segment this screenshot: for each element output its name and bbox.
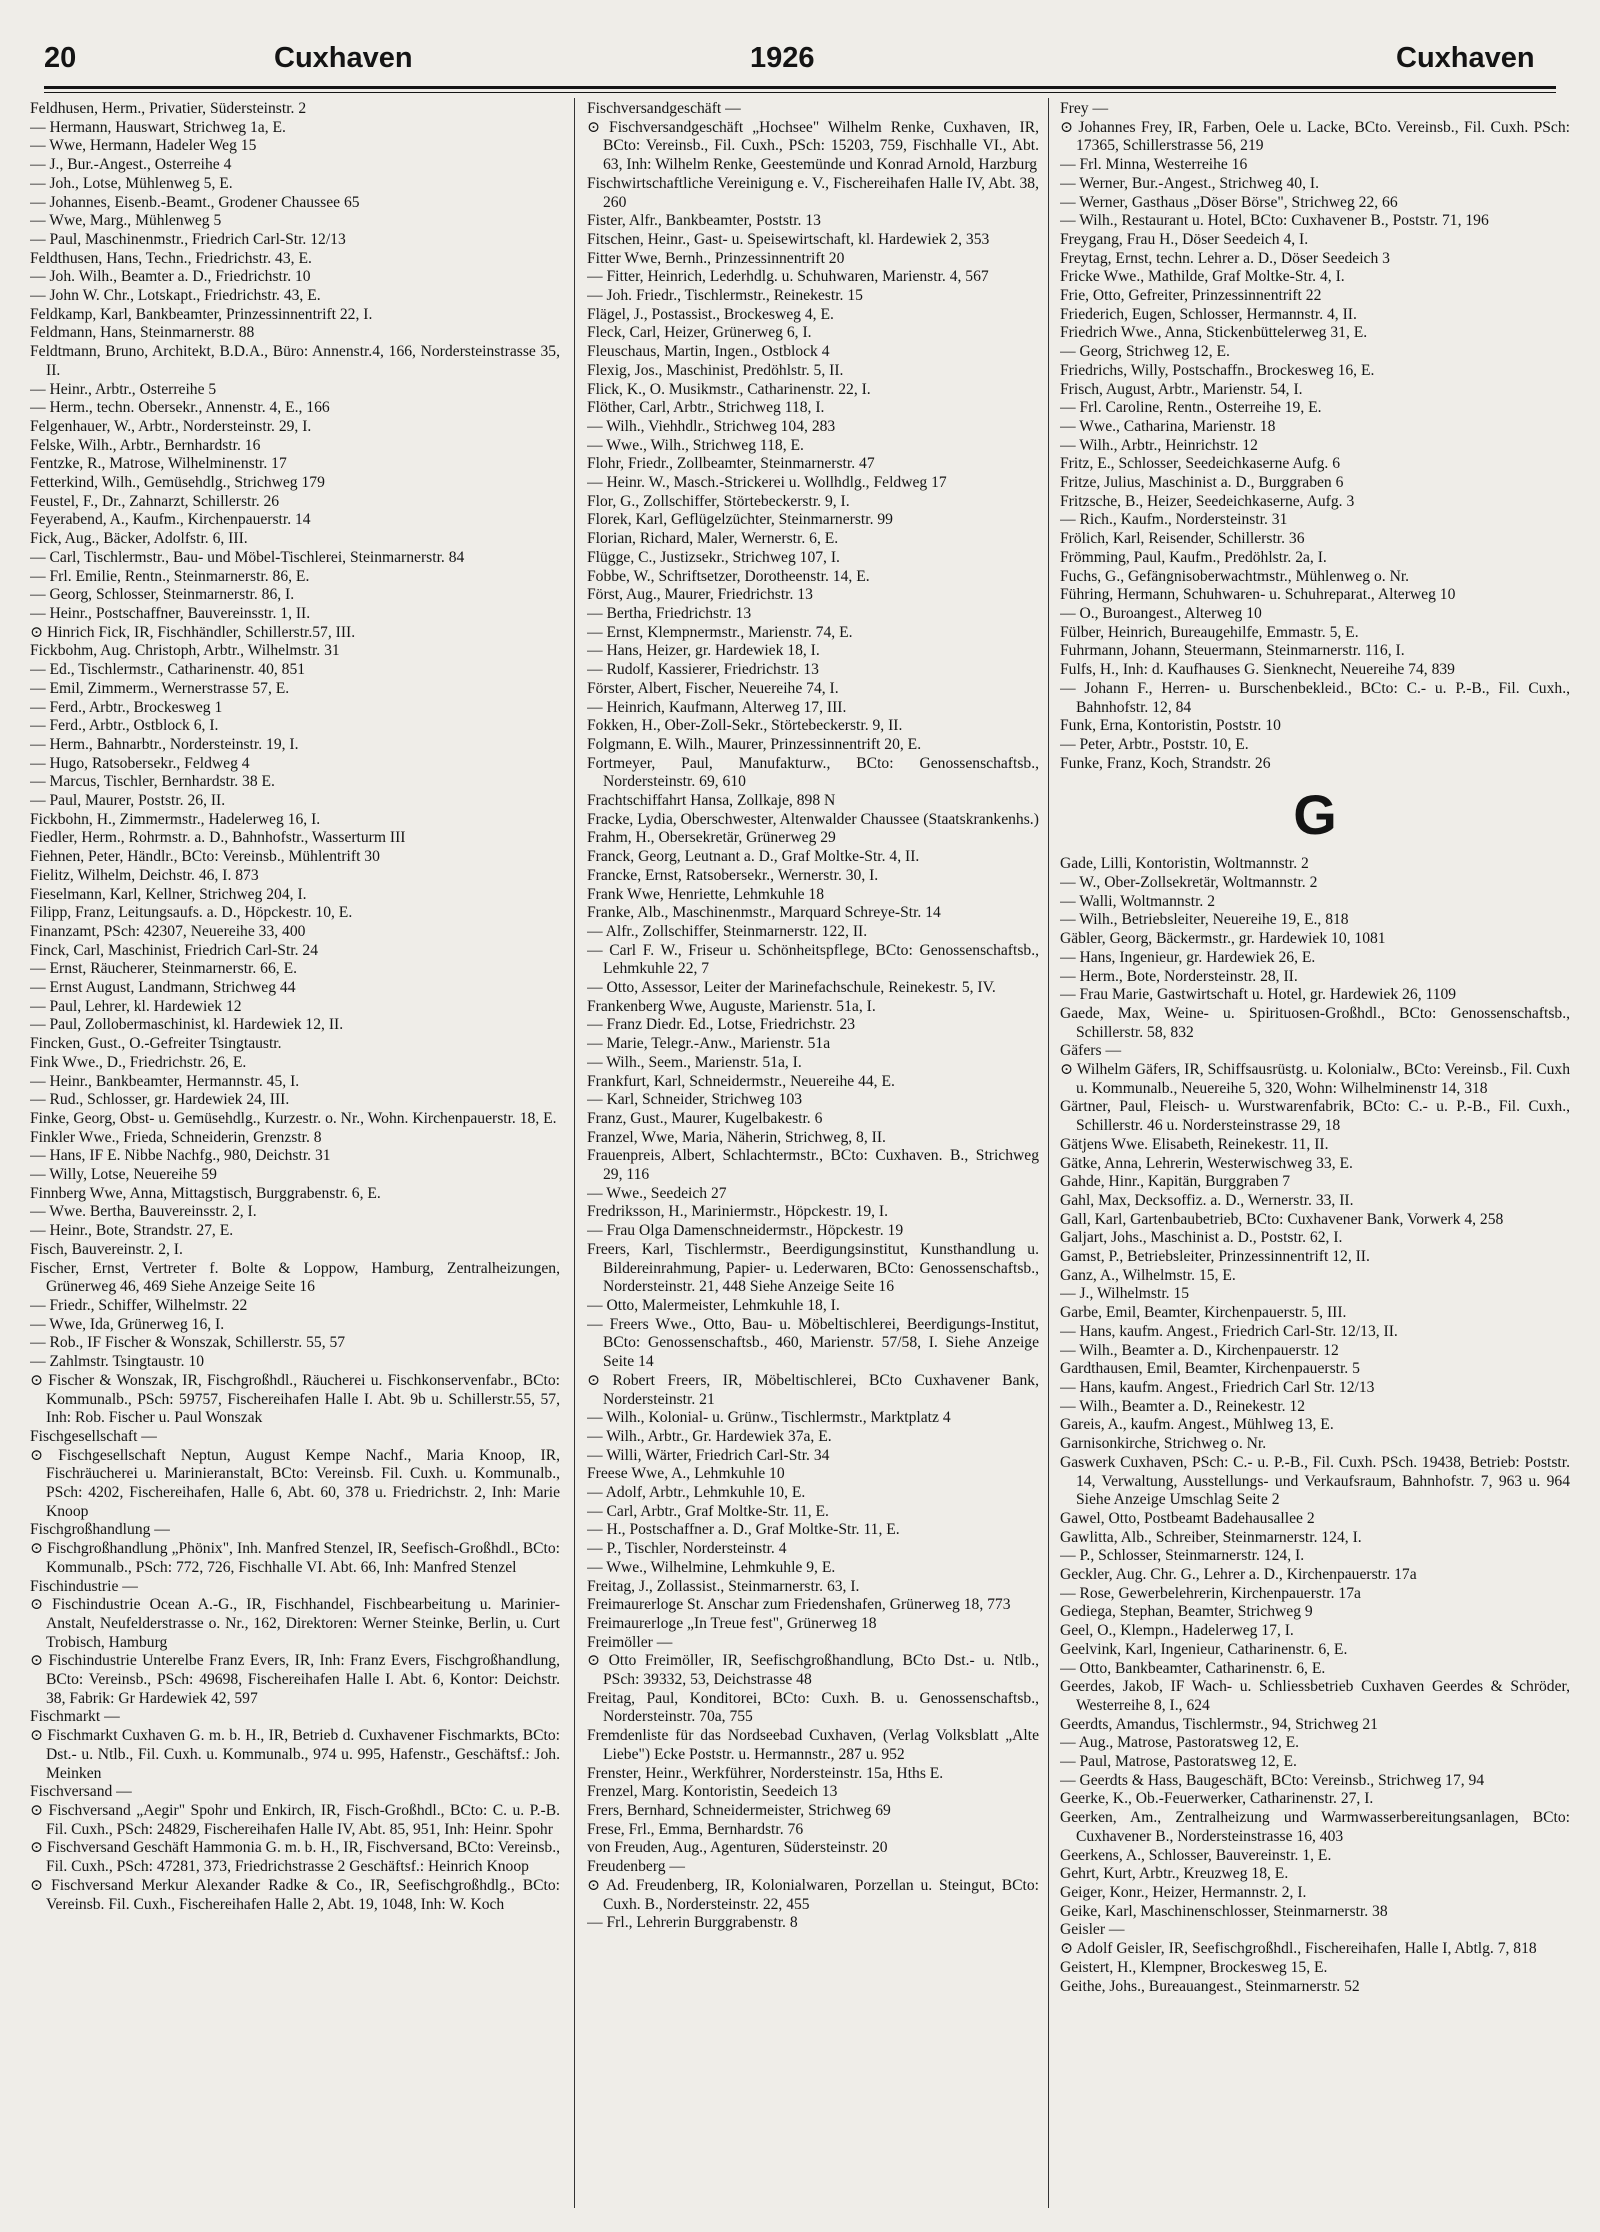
directory-entry: — Hans, Ingenieur, gr. Hardewiek 26, E. [1060,948,1316,966]
column-divider [1048,98,1049,2208]
directory-entry: — Wilh., Betriebsleiter, Neuereihe 19, E., 818 [1060,911,1349,929]
directory-entry: Geerke, K., Ob.-Feuerwerker, Catharinenstr. 27, I. [1060,1790,1374,1808]
directory-entry: Finnberg Wwe, Anna, Mittagstisch, Burggrabenstr. 6, E. [30,1184,381,1202]
directory-entry: Freimaurerloge „In Treue fest", Grünerweg 18 [587,1614,877,1632]
directory-entry: Fickbohm, Aug. Christoph, Arbtr., Wilhelmstr. 31 [30,642,340,660]
directory-entry: ⊙ Fischer & Wonszak, IR, Fischgroßhdl., Räucherei u. Fischkonservenfabr., BCto: Kommunalb., PSch: 59757, Fischereihafen Halle I. Abt. 9b u. Schillerstr.55, 57, Inh: Rob. Fischer u. Paul Wonszak [30,1371,560,1427]
directory-entry: Fricke Wwe., Mathilde, Graf Moltke-Str. 4, I. [1060,268,1345,286]
directory-entry: Fickbohn, H., Zimmermstr., Hadelerweg 16, I. [30,810,321,828]
directory-entry: ⊙ Wilhelm Gäfers, IR, Schiffsausrüstg. u. Kolonialw., BCto: Vereinsb., Fil. Cuxh u. Kommunalb., Neuereihe 5, 320, Wohn: Wilhelminenstr 14, 318 [1060,1061,1570,1097]
directory-entry: Felgenhauer, W., Arbtr., Nordersteinstr. 29, I. [30,417,312,435]
directory-entry: Feustel, F., Dr., Zahnarzt, Schillerstr. 26 [30,492,280,510]
directory-entry: Feyerabend, A., Kaufm., Kirchenpauerstr. 14 [30,511,311,529]
directory-entry: ⊙ Fischversand Geschäft Hammonia G. m. b. H., IR, Fischversand, BCto: Vereinsb., Fil. Cuxh., PSch: 47281, 373, Friedrichstrasse 2 Geschäftsf.: Heinrich Knoop [30,1839,560,1876]
directory-entry: Gehrt, Kurt, Arbtr., Kreuzweg 18, E. [1060,1865,1289,1883]
directory-entry: Fielitz, Wilhelm, Deichstr. 46, I. 873 [30,866,259,884]
directory-entry: Geike, Karl, Maschinenschlosser, Steinmarnerstr. 38 [1060,1902,1388,1920]
directory-entry: Geelvink, Karl, Ingenieur, Catharinenstr. 6, E. [1060,1640,1348,1658]
directory-entry: — Aug., Matrose, Pastoratsweg 12, E. [1060,1734,1300,1752]
directory-entry: Freytag, Ernst, techn. Lehrer a. D., Döser Seedeich 3 [1060,249,1390,267]
directory-entry: — Herm., Bote, Nordersteinstr. 28, II. [1060,967,1298,985]
directory-entry: — Marcus, Tischler, Bernhardstr. 38 E. [30,773,275,791]
directory-entry: ⊙ Fischindustrie Unterelbe Franz Evers, IR, Inh: Franz Evers, Fischgroßhandlung, BCto: Vereinsb., PSch: 49698, Fischereihafen Halle I. Abt. 6, Kontor: Deichstr. 38, Fabrik: Gr Hardewiek 42, 597 [30,1652,560,1707]
directory-entry: ⊙ Fischversand „Aegir" Spohr und Enkirch, IR, Fisch-Großhdl., BCto: C. u. P.-B. Fil. Cuxh., PSch: 24829, Fischereihafen Halle IV, Abt. 85, 951, Inh: Heinr. Spohr [30,1801,560,1838]
directory-entry: ⊙ Otto Freimöller, IR, Seefischgroßhandlung, BCto Dst.- u. Ntlb., PSch: 39332, 53, Deichstrasse 48 [587,1652,1039,1689]
directory-entry: Flägel, J., Postassist., Brockesweg 4, E. [587,305,834,323]
directory-entry: — Heinr. W., Masch.-Strickerei u. Wollhdlg., Feldweg 17 [587,474,947,492]
directory-entry: Frese, Frl., Emma, Bernhardstr. 76 [587,1820,804,1838]
directory-entry: — Geerdts & Hass, Baugeschäft, BCto: Vereinsb., Strichweg 17, 94 [1060,1771,1485,1789]
directory-entry: Fortmeyer, Paul, Manufakturw., BCto: Genossenschaftsb., Nordersteinstr. 69, 610 [587,754,1039,791]
directory-entry: Fischversandgeschäft — [587,100,741,117]
directory-entry: — Willy, Lotse, Neuereihe 59 [30,1166,217,1184]
directory-entry: Fincken, Gust., O.-Gefreiter Tsingtaustr. [30,1035,282,1053]
directory-entry: Fritze, Julius, Maschinist a. D., Burggraben 6 [1060,474,1344,492]
directory-entry: — O., Buroangest., Alterweg 10 [1060,604,1262,622]
directory-entry: Fuhrmann, Johann, Steuermann, Steinmarnerstr. 116, I. [1060,642,1405,660]
directory-entry: Gäbler, Georg, Bäckermstr., gr. Hardewiek 10, 1081 [1060,930,1386,948]
directory-entry: ⊙ Fischgesellschaft Neptun, August Kempe Nachf., Maria Knoop, IR, Fischräucherei u. Marinieranstalt, BCto: Vereinsb. Fil. Cuxh. u. Kommunalb., PSch: 4202, Fischereihafen, Halle 6, Abt. 60, 378 u. Friedrichstr. 2, Inh: Marie Knoop [30,1446,560,1520]
directory-entry: — Wwe., Wilh., Strichweg 118, E. [587,436,804,454]
directory-entry: Frenzel, Marg. Kontoristin, Seedeich 13 [587,1783,838,1801]
directory-entry: Geerken, Am., Zentralheizung und Warmwasserbereitungsanlagen, BCto: Cuxhavener B., Nordersteinstrasse 16, 403 [1060,1809,1570,1845]
directory-entry: ⊙ Robert Freers, IR, Möbeltischlerei, BCto Cuxhavener Bank, Nordersteinstr. 21 [587,1371,1039,1408]
directory-entry: ⊙ Fischversandgeschäft „Hochsee" Wilhelm Renke, Cuxhaven, IR, BCto: Vereinsb., Fil. Cuxh., PSch: 15203, 759, Fischhalle VI., Abt. 63, Inh: Wilhelm Renke, Geestemünde und Konrad Arnold, Harzburg [587,118,1039,174]
directory-entry: Franz, Gust., Maurer, Kugelbakestr. 6 [587,1109,823,1127]
directory-entry: Freitag, Paul, Konditorei, BCto: Cuxh. B. u. Genossenschaftsb., Nordersteinstr. 70a, 755 [587,1689,1039,1726]
directory-entry: Gade, Lilli, Kontoristin, Woltmannstr. 2 [1060,855,1309,873]
directory-entry: — Heinr., Bote, Strandstr. 27, E. [30,1222,234,1240]
directory-entry: — Joh., Lotse, Mühlenweg 5, E. [30,174,233,192]
directory-entry: — Carl, Tischlermstr., Bau- und Möbel-Tischlerei, Steinmarnerstr. 84 [30,548,465,566]
directory-entry: Fitter Wwe, Bernh., Prinzessinnentrift 20 [587,249,845,267]
directory-entry: — Ferd., Arbtr., Ostblock 6, I. [30,717,219,735]
directory-entry: Florek, Karl, Geflügelzüchter, Steinmarnerstr. 99 [587,511,893,529]
directory-entry: Finck, Carl, Maschinist, Friedrich Carl-Str. 24 [30,941,319,959]
directory-entry: Funk, Erna, Kontoristin, Poststr. 10 [1060,717,1281,735]
directory-entry: — Ernst, Räucherer, Steinmarnerstr. 66, E. [30,960,297,978]
directory-entry: Flick, K., O. Musikmstr., Catharinenstr. 22, I. [587,380,871,398]
directory-entry: — Adolf, Arbtr., Lehmkuhle 10, E. [587,1484,806,1502]
directory-entry: — Paul, Lehrer, kl. Hardewiek 12 [30,997,242,1015]
directory-entry: Geithe, Johs., Bureauangest., Steinmarnerstr. 52 [1060,1977,1360,1995]
directory-entry: Fleuschaus, Martin, Ingen., Ostblock 4 [587,343,830,361]
directory-entry: Frank Wwe, Henriette, Lehmkuhle 18 [587,885,825,903]
directory-entry: — Wwe, Marg., Mühlenweg 5 [30,212,222,230]
page-header [44,42,1556,88]
directory-entry: — Rose, Gewerbelehrerin, Kirchenpauerstr. 17a [1060,1584,1361,1602]
year: 1926 [750,42,815,74]
directory-entry: — John W. Chr., Lotskapt., Friedrichstr. 43, E. [30,287,321,305]
directory-entry: Franzel, Wwe, Maria, Näherin, Strichweg, 8, II. [587,1128,886,1146]
directory-entry: Frankenberg Wwe, Auguste, Marienstr. 51a, I. [587,997,876,1015]
directory-entry: — Frl. Caroline, Rentn., Osterreihe 19, E. [1060,399,1322,417]
directory-entry: — Paul, Maurer, Poststr. 26, II. [30,792,226,810]
directory-entry: Frahm, H., Obersekretär, Grünerweg 29 [587,829,836,847]
directory-entry: — Hermann, Hauswart, Strichweg 1a, E. [30,118,286,136]
directory-entry: — H., Postschaffner a. D., Graf Moltke-Str. 11, E. [587,1521,900,1539]
directory-entry: Fischer, Ernst, Vertreter f. Bolte & Loppow, Hamburg, Zentralheizungen, Grünerweg 46, 469 Siehe Anzeige Seite 16 [30,1259,560,1296]
directory-entry: Förster, Albert, Fischer, Neuereihe 74, I. [587,679,839,697]
directory-entry: Freygang, Frau H., Döser Seedeich 4, I. [1060,230,1309,248]
column-middle [587,100,1039,2220]
header-rule [44,86,1556,89]
directory-entry: — Frau Olga Damenschneidermstr., Höpckestr. 19 [587,1222,904,1240]
directory-entry: Fleck, Carl, Heizer, Grünerweg 6, I. [587,324,812,342]
directory-entry: Freimaurerloge St. Anschar zum Friedenshafen, Grünerweg 18, 773 [587,1596,1011,1614]
directory-entry: ⊙ Fischmarkt Cuxhaven G. m. b. H., IR, Betrieb d. Cuxhavener Fischmarkts, BCto: Dst.- u. Ntlb., Fil. Cuxh. u. Kommunalb., 974 u. 995, Hafenstr., Geschäftsf.: Joh. Meinken [30,1727,560,1782]
directory-entry: Gardthausen, Emil, Beamter, Kirchenpauerstr. 5 [1060,1360,1360,1378]
directory-entry: ⊙ Johannes Frey, IR, Farben, Oele u. Lacke, BCto. Vereinsb., Fil. Cuxh. PSch: 17365, Schillerstrasse 56, 219 [1060,118,1570,155]
directory-entry: ⊙ Fischversand Merkur Alexander Radke & Co., IR, Seefischgroßhdlg., BCto: Vereinsb. Fil. Cuxh., Fischereihafen Halle 2, Abt. 19, 1048, Inh: W. Koch [30,1876,560,1913]
directory-entry: — Wilh., Restaurant u. Hotel, BCto: Cuxhavener B., Poststr. 71, 196 [1060,212,1489,230]
directory-entry: Fischversand — [30,1783,132,1801]
directory-entry: — Joh. Wilh., Beamter a. D., Friedrichstr. 10 [30,268,311,286]
running-head-left: Cuxhaven [274,42,413,74]
directory-entry: Frers, Bernhard, Schneidermeister, Strichweg 69 [587,1801,891,1819]
directory-entry: Feldhusen, Herm., Privatier, Südersteinstr. 2 [30,100,307,117]
directory-entry: Finkler Wwe., Frieda, Schneiderin, Grenzstr. 8 [30,1128,322,1146]
directory-entry: Geisler — [1060,1921,1125,1939]
directory-entry: — Friedr., Schiffer, Wilhelmstr. 22 [30,1297,248,1314]
directory-entry: Gätke, Anna, Lehrerin, Westerwischweg 33, E. [1060,1154,1353,1172]
directory-entry: Geiger, Konr., Heizer, Hermannstr. 2, I. [1060,1883,1307,1901]
directory-entry: Geerdes, Jakob, IF Wach- u. Schliessbetrieb Cuxhaven Geerdes & Schröder, Westerreihe 8, I., 624 [1060,1678,1570,1714]
directory-entry: — Hans, kaufm. Angest., Friedrich Carl-Str. 12/13, II. [1060,1322,1398,1340]
directory-entry: Fick, Aug., Bäcker, Adolfstr. 6, III. [30,530,248,548]
directory-entry: — Heinr., Postschaffner, Bauvereinsstr. 1, II. [30,604,311,622]
directory-entry: Frauenpreis, Albert, Schlachtermstr., BCto: Cuxhaven. B., Strichweg 29, 116 [587,1147,1039,1184]
directory-entry: — Wilh., Seem., Marienstr. 51a, I. [587,1053,802,1071]
section-letter: G [1293,783,1337,847]
directory-entry: — Ernst, Klempnermstr., Marienstr. 74, E. [587,623,853,641]
directory-entry: — Werner, Gasthaus „Döser Börse", Strichweg 22, 66 [1060,193,1398,211]
directory-entry: Frömming, Paul, Kaufm., Predöhlstr. 2a, I. [1060,548,1327,566]
directory-entry: Geckler, Aug. Chr. G., Lehrer a. D., Kirchenpauerstr. 17a [1060,1566,1417,1584]
directory-entry: Feldkamp, Karl, Bankbeamter, Prinzessinnentrift 22, I. [30,305,373,323]
directory-entry: Garbe, Emil, Beamter, Kirchenpauerstr. 5, III. [1060,1304,1347,1322]
directory-entry: — Freers Wwe., Otto, Bau- u. Möbeltischlerei, Beerdigungs-Institut, BCto: Genossenschaftsb., 460, Marienstr. 57/58, I. Siehe Anzeige Seite 14 [587,1315,1039,1371]
directory-entry: — Wwe., Wilhelmine, Lehmkuhle 9, E. [587,1558,836,1576]
directory-entry: Garnisonkirche, Strichweg o. Nr. [1060,1435,1267,1453]
directory-entry: Fiedler, Herm., Rohrmstr. a. D., Bahnhofstr., Wasserturm III [30,829,406,847]
directory-entry: von Freuden, Aug., Agenturen, Südersteinstr. 20 [587,1839,888,1857]
directory-entry: Finanzamt, PSch: 42307, Neuereihe 33, 400 [30,922,306,940]
directory-entry: Geerdts, Amandus, Tischlermstr., 94, Strichweg 21 [1060,1715,1378,1733]
directory-entry: — Wwe., Seedeich 27 [587,1184,727,1202]
directory-entry: Fitschen, Heinr., Gast- u. Speisewirtschaft, kl. Hardewiek 2, 353 [587,230,990,248]
directory-entry: Gäfers — [1060,1042,1122,1060]
directory-entry: Fremdenliste für das Nordseebad Cuxhaven, (Verlag Volksblatt „Alte Liebe") Ecke Poststr. u. Hermannstr., 287 u. 952 [587,1727,1039,1763]
directory-entry: — Alfr., Zollschiffer, Steinmarnerstr. 122, II. [587,922,868,940]
directory-entry: — J., Wilhelmstr. 15 [1060,1285,1190,1303]
directory-entry: — Johannes, Eisenb.-Beamt., Grodener Chaussee 65 [30,193,360,211]
directory-entry: Frachtschiffahrt Hansa, Zollkaje, 898 N [587,792,836,810]
directory-entry: — Ferd., Arbtr., Brockesweg 1 [30,698,223,716]
directory-entry: Flohr, Friedr., Zollbeamter, Steinmarnerstr. 47 [587,455,875,473]
directory-entry: — Heinrich, Kaufmann, Alterweg 17, III. [587,698,847,716]
directory-entry: — Frl. Minna, Westerreihe 16 [1060,156,1248,174]
directory-entry: Flor, G., Zollschiffer, Störtebeckerstr. 9, I. [587,492,850,510]
directory-entry: — Frau Marie, Gastwirtschaft u. Hotel, gr. Hardewiek 26, 1109 [1060,986,1457,1004]
directory-entry: Fister, Alfr., Bankbeamter, Poststr. 13 [587,212,821,230]
directory-entry: — Rudolf, Kassierer, Friedrichstr. 13 [587,661,819,679]
directory-entry: — Emil, Zimmerm., Wernerstrasse 57, E. [30,679,290,697]
directory-entry: ⊙ Fischindustrie Ocean A.-G., IR, Fischhandel, Fischbearbeitung u. Marinier-Anstalt, Neufelderstrasse o. Nr., 162, Direktoren: Werner Steinke, Berlin, u. Curt Trobisch, Hamburg [30,1596,560,1651]
directory-entry: Freers, Karl, Tischlermstr., Beerdigungsinstitut, Kunsthandlung u. Bildereinrahmung, Papier- u. Lederwaren, BCto: Genossenschaftsb., Nordersteinstr. 21, 448 Siehe Anzeige Seite 16 [587,1240,1039,1296]
directory-entry: Ganz, A., Wilhelmstr. 15, E. [1060,1266,1236,1284]
directory-entry: Flexig, Jos., Maschinist, Predöhlstr. 5, II. [587,361,844,379]
column-right [1060,100,1570,2220]
directory-entry: — Wwe. Bertha, Bauvereinsstr. 2, I. [30,1203,257,1221]
directory-entry: — Heinr., Bankbeamter, Hermannstr. 45, I. [30,1072,300,1090]
directory-entry: Feldmann, Hans, Steinmarnerstr. 88 [30,324,255,342]
directory-entry: Fischgesellschaft — [30,1427,157,1445]
directory-entry: Feldtmann, Bruno, Architekt, B.D.A., Büro: Annenstr.4, 166, Nordersteinstrasse 35, II. [30,343,560,379]
directory-entry: ⊙ Ad. Freudenberg, IR, Kolonialwaren, Porzellan u. Steingut, BCto: Cuxh. B., Nordersteinstr. 22, 455 [587,1876,1039,1913]
directory-entry: Frey — [1060,100,1109,117]
directory-entry: Fisch, Bauvereinstr. 2, I. [30,1240,183,1258]
directory-entry: Florian, Richard, Maler, Wernerstr. 6, E. [587,530,839,548]
directory-entry: Gediega, Stephan, Beamter, Strichweg 9 [1060,1603,1313,1621]
directory-entry: Fracke, Lydia, Oberschwester, Altenwalder Chaussee (Staatskrankenhs.) [587,810,1039,828]
directory-entry: — Wilh., Viehhdlr., Strichweg 104, 283 [587,417,836,435]
directory-entry: — Wwe, Ida, Grünerweg 16, I. [30,1315,225,1333]
directory-entry: — Fitter, Heinrich, Lederhdlg. u. Schuhwaren, Marienstr. 4, 567 [587,268,989,286]
directory-entry: Frankfurt, Karl, Schneidermstr., Neuereihe 44, E. [587,1072,895,1090]
directory-entry: — Wilh., Kolonial- u. Grünw., Tischlermstr., Marktplatz 4 [587,1409,951,1427]
directory-entry: — Paul, Maschinenmstr., Friedrich Carl-Str. 12/13 [30,230,346,248]
directory-entry: Gawlitta, Alb., Schreiber, Steinmarnerstr. 124, I. [1060,1528,1362,1546]
directory-entry: — Peter, Arbtr., Poststr. 10, E. [1060,735,1249,753]
directory-entry: — Wwe, Hermann, Hadeler Weg 15 [30,137,257,155]
page-number: 20 [44,42,77,74]
directory-entry: Fulfs, H., Inh: d. Kaufhauses G. Sienknecht, Neuereihe 74, 839 [1060,661,1455,679]
directory-entry: Franke, Alb., Maschinenmstr., Marquard Schreye-Str. 14 [587,904,941,922]
directory-entry: Friederich, Eugen, Schlosser, Hermannstr. 4, II. [1060,305,1357,323]
directory-entry: — Werner, Bur.-Angest., Strichweg 40, I. [1060,174,1319,192]
directory-entry: — Carl F. W., Friseur u. Schönheitspflege, BCto: Genossenschaftsb., Lehmkuhle 22, 7 [587,941,1039,978]
directory-entry: Friedrich Wwe., Anna, Stickenbüttelerweg 31, E. [1060,324,1368,342]
directory-entry: — Hans, kaufm. Angest., Friedrich Carl Str. 12/13 [1060,1379,1375,1396]
directory-entry: — Franz Diedr. Ed., Lotse, Friedrichstr. 23 [587,1016,856,1034]
directory-entry: — Otto, Bankbeamter, Catharinenstr. 6, E. [1060,1659,1326,1677]
directory-entry: — Hugo, Ratsobersekr., Feldweg 4 [30,754,250,772]
directory-entry: Gamst, P., Betriebsleiter, Prinzessinnentrift 12, II. [1060,1248,1370,1266]
directory-entry: Gaede, Max, Weine- u. Spirituosen-Großhdl., BCto: Genossenschaftsb., Schillerstr. 58, 832 [1060,1004,1570,1041]
directory-entry: Fischgroßhandlung — [30,1521,170,1539]
directory-entry: — Hans, Heizer, gr. Hardewiek 18, I. [587,642,820,660]
directory-entry: — Rob., IF Fischer & Wonszak, Schillerstr. 55, 57 [30,1334,346,1352]
directory-entry: Funke, Franz, Koch, Strandstr. 26 [1060,754,1271,772]
directory-entry: — Rich., Kaufm., Nordersteinstr. 31 [1060,511,1288,529]
directory-entry: Fentzke, R., Matrose, Wilhelminenstr. 17 [30,455,287,473]
directory-entry: — Wilh., Arbtr., Gr. Hardewiek 37a, E. [587,1427,832,1445]
directory-entry: ⊙ Fischgroßhandlung „Phönix", Inh. Manfred Stenzel, IR, Seefisch-Großhdl., BCto: Kommunalb., PSch: 772, 726, Fischhalle VI. Abt. 66, Inh: Manfred Stenzel [30,1540,560,1576]
directory-entry: Fischmarkt — [30,1708,120,1726]
directory-entry: Freese Wwe, A., Lehmkuhle 10 [587,1465,785,1483]
directory-entry: — Otto, Assessor, Leiter der Marinefachschule, Reinekestr. 5, IV. [587,979,996,997]
directory-entry: — Wwe., Catharina, Marienstr. 18 [1060,417,1276,435]
directory-entry: — Rud., Schlosser, gr. Hardewiek 24, III. [30,1091,290,1109]
directory-entry: Frölich, Karl, Reisender, Schillerstr. 36 [1060,530,1305,548]
directory-entry: Folgmann, E. Wilh., Maurer, Prinzessinnentrift 20, E. [587,735,922,753]
directory-entry: Fieselmann, Karl, Kellner, Strichweg 204, I. [30,885,307,903]
directory-entry: — Georg, Schlosser, Steinmarnerstr. 86, I. [30,586,295,604]
directory-entry: Gall, Karl, Gartenbaubetrieb, BCto: Cuxhavener Bank, Vorwerk 4, 258 [1060,1210,1504,1228]
directory-entry: — J., Bur.-Angest., Osterreihe 4 [30,156,232,174]
directory-entry: — Herm., Bahnarbtr., Nordersteinstr. 19, I. [30,735,299,753]
directory-entry: Fiehnen, Peter, Händlr., BCto: Vereinsb., Mühlentrift 30 [30,848,380,866]
directory-entry: ⊙ Hinrich Fick, IR, Fischhändler, Schillerstr.57, III. [30,623,356,641]
directory-entry: — Herm., techn. Obersekr., Annenstr. 4, E., 166 [30,399,330,417]
directory-entry: Franck, Georg, Leutnant a. D., Graf Moltke-Str. 4, II. [587,848,920,866]
directory-entry: Freitag, J., Zollassist., Steinmarnerstr. 63, I. [587,1577,860,1595]
directory-entry: Francke, Ernst, Ratsobersekr., Wernerstr. 30, I. [587,866,879,884]
directory-entry: Geerkens, A., Schlosser, Bauvereinstr. 1, E. [1060,1846,1332,1864]
directory-entry: Gareis, A., kaufm. Angest., Mühlweg 13, E. [1060,1416,1334,1434]
directory-entry: — Paul, Matrose, Pastoratsweg 12, E. [1060,1753,1297,1771]
running-head-right: Cuxhaven [1396,42,1535,74]
directory-entry: Feldthusen, Hans, Techn., Friedrichstr. 43, E. [30,249,312,267]
directory-entry: Fritz, E., Schlosser, Seedeichkaserne Aufg. 6 [1060,455,1340,473]
directory-entry: Gaswerk Cuxhaven, PSch: C.- u. P.-B., Fil. Cuxh. PSch. 19438, Betrieb: Poststr. 14, Verwaltung, Ausstellungs- und Verkaufsraum, Bahnhofstr. 7, 963 u. 964 Siehe Anzeige Umschlag Seite 2 [1060,1453,1570,1509]
column-divider [574,98,575,2208]
directory-entry: — Wilh., Arbtr., Heinrichstr. 12 [1060,436,1258,454]
directory-entry: Fobbe, W., Schriftsetzer, Dorotheenstr. 14, E. [587,567,870,585]
directory-entry: — Georg, Strichweg 12, E. [1060,343,1230,361]
directory-entry: Fink Wwe., D., Friedrichstr. 26, E. [30,1053,247,1071]
directory-entry: — Heinr., Arbtr., Osterreihe 5 [30,380,217,398]
directory-entry: — Hans, IF E. Nibbe Nachfg., 980, Deichstr. 31 [30,1147,331,1165]
directory-entry: Freimöller — [587,1633,673,1651]
directory-entry: Geistert, H., Klempner, Brockesweg 15, E. [1060,1958,1328,1976]
directory-entry: — P., Tischler, Nordersteinstr. 4 [587,1540,787,1558]
directory-entry: Frenster, Heinr., Werkführer, Nordersteinstr. 15a, Hths E. [587,1764,944,1782]
directory-entry: Först, Aug., Maurer, Friedrichstr. 13 [587,586,813,604]
directory-entry: — Frl., Lehrerin Burggrabenstr. 8 [587,1914,798,1932]
directory-entry: Gawel, Otto, Postbeamt Badehausallee 2 [1060,1509,1315,1527]
directory-entry: — Johann F., Herren- u. Burschenbekleid., BCto: C.- u. P.-B., Fil. Cuxh., Bahnhofstr. 12, 84 [1060,679,1570,716]
directory-entry: Gärtner, Paul, Fleisch- u. Wurstwarenfabrik, BCto: C.- u. P.-B., Fil. Cuxh., Schillerstr. 46 u. Nordersteinstrasse 29, 18 [1060,1098,1570,1135]
directory-entry: — Ed., Tischlermstr., Catharinenstr. 40, 851 [30,661,306,679]
directory-entry: Gahde, Hinr., Kapitän, Burggraben 7 [1060,1173,1291,1191]
directory-entry: — Marie, Telegr.-Anw., Marienstr. 51a [587,1035,831,1053]
directory-entry: Fokken, H., Ober-Zoll-Sekr., Störtebeckerstr. 9, II. [587,717,903,735]
directory-entry: — Bertha, Friedrichstr. 13 [587,604,752,622]
directory-entry: Fischindustrie — [30,1577,138,1595]
directory-entry: Flöther, Carl, Arbtr., Strichweg 118, I. [587,399,825,417]
directory-entry: — Paul, Zollobermaschinist, kl. Hardewiek 12, II. [30,1016,344,1034]
directory-entry: Gätjens Wwe. Elisabeth, Reinekestr. 11, II. [1060,1135,1329,1153]
directory-entry: Geel, O., Klempn., Hadelerweg 17, I. [1060,1622,1294,1640]
directory-entry: — Willi, Wärter, Friedrich Carl-Str. 34 [587,1446,830,1464]
directory-entry: Fischwirtschaftliche Vereinigung e. V., Fischereihafen Halle IV, Abt. 38, 260 [587,174,1039,211]
directory-entry: Flügge, C., Justizsekr., Strichweg 107, I. [587,548,840,566]
directory-entry: Frisch, August, Arbtr., Marienstr. 54, I. [1060,380,1303,398]
directory-entry: — Ernst August, Landmann, Strichweg 44 [30,979,296,997]
directory-entry: — Wilh., Beamter a. D., Reinekestr. 12 [1060,1397,1306,1415]
directory-entry: — Zahlmstr. Tsingtaustr. 10 [30,1353,205,1371]
directory-entry: Fetterkind, Wilh., Gemüsehdlg., Strichweg 179 [30,474,325,492]
directory-entry: Felske, Wilh., Arbtr., Bernhardstr. 16 [30,436,261,454]
directory-entry: Freudenberg — [587,1858,686,1876]
directory-entry: — Wilh., Beamter a. D., Kirchenpauerstr. 12 [1060,1341,1339,1359]
directory-entry: Galjart, Johs., Maschinist a. D., Poststr. 62, I. [1060,1229,1343,1247]
directory-entry: Filipp, Franz, Leitungsaufs. a. D., Höpckestr. 10, E. [30,904,353,922]
directory-entry: Finke, Georg, Obst- u. Gemüsehdlg., Kurzestr. o. Nr., Wohn. Kirchenpauerstr. 18, E. [30,1109,557,1127]
directory-entry: Fülber, Heinrich, Bureaugehilfe, Emmastr. 5, E. [1060,623,1359,641]
directory-entry: — W., Ober-Zollsekretär, Woltmannstr. 2 [1060,874,1318,892]
directory-entry: Fritzsche, B., Heizer, Seedeichkaserne, Aufg. 3 [1060,492,1355,510]
directory-entry: — Otto, Malermeister, Lehmkuhle 18, I. [587,1297,840,1314]
directory-entry: — Carl, Arbtr., Graf Moltke-Str. 11, E. [587,1502,829,1520]
directory-entry: Friedrichs, Willy, Postschaffn., Brockesweg 16, E. [1060,361,1375,379]
directory-entry: — Karl, Schneider, Strichweg 103 [587,1091,803,1109]
header-rule-thin [44,92,1556,93]
directory-entry: Frie, Otto, Gefreiter, Prinzessinnentrift 22 [1060,287,1322,305]
directory-entry: — Frl. Emilie, Rentn., Steinmarnerstr. 86, E. [30,567,310,585]
directory-entry: Fuchs, G., Gefängnisoberwachtmstr., Mühlenweg o. Nr. [1060,567,1410,585]
directory-entry: Fredriksson, H., Mariniermstr., Höpckestr. 19, I. [587,1203,889,1221]
column-left [30,100,560,2220]
directory-entry: — Walli, Woltmannstr. 2 [1060,892,1216,910]
directory-entry: Gahl, Max, Decksoffiz. a. D., Wernerstr. 33, II. [1060,1191,1354,1209]
directory-entry: — P., Schlosser, Steinmarnerstr. 124, I. [1060,1547,1305,1565]
directory-entry: Führing, Hermann, Schuhwaren- u. Schuhreparat., Alterweg 10 [1060,586,1456,604]
directory-entry: — Joh. Friedr., Tischlermstr., Reinekestr. 15 [587,287,863,305]
directory-entry: ⊙ Adolf Geisler, IR, Seefischgroßhdl., Fischereihafen, Halle I, Abtlg. 7, 818 [1060,1940,1537,1958]
